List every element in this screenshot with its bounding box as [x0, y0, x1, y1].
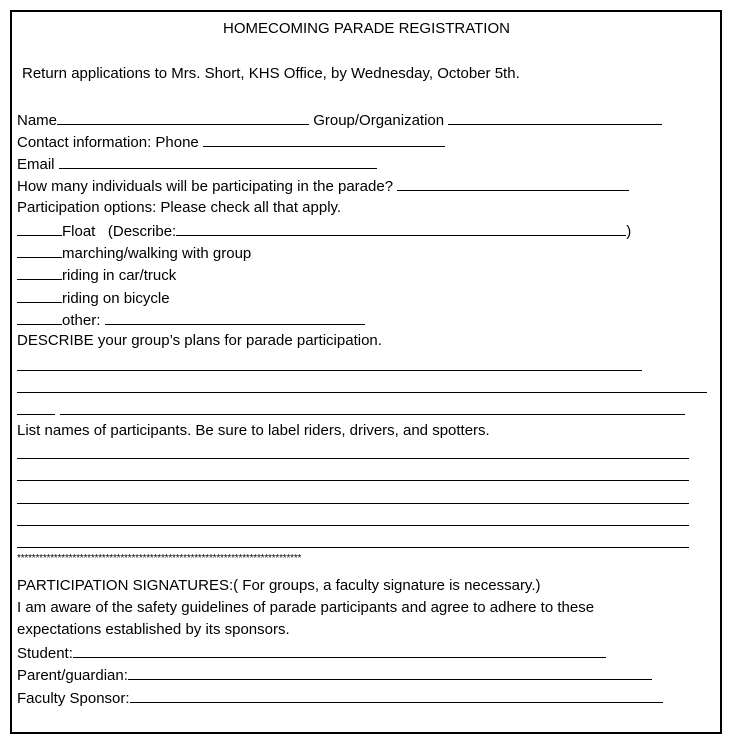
phone-row: [17, 132, 445, 150]
group-field[interactable]: [448, 110, 662, 125]
bicycle-label: riding on bicycle: [62, 290, 170, 307]
name-field[interactable]: [57, 110, 309, 125]
email-field[interactable]: [59, 154, 377, 169]
how-many-row: [17, 176, 629, 194]
how-many-label: How many individuals will be participating in the parade?: [17, 178, 394, 195]
phone-field[interactable]: [203, 132, 445, 147]
faculty-signature-field[interactable]: [130, 688, 663, 703]
float-checkbox[interactable]: [17, 221, 62, 236]
faculty-label: Faculty Sponsor:: [17, 690, 130, 707]
bicycle-checkbox[interactable]: [17, 288, 62, 303]
describe-line-3b[interactable]: [60, 414, 685, 415]
float-describe-field[interactable]: [176, 221, 626, 236]
participants-line-4[interactable]: [17, 525, 689, 526]
how-many-field[interactable]: [397, 176, 629, 191]
agreement-line-2: expectations established by its sponsors.: [17, 621, 290, 638]
email-label: Email: [17, 156, 55, 173]
participants-line-1[interactable]: [17, 458, 689, 459]
parent-signature-field[interactable]: [128, 665, 652, 680]
describe-label: DESCRIBE your group’s plans for parade participation.: [17, 332, 382, 349]
return-note: Return applications to Mrs. Short, KHS Office, by Wednesday, October 5th.: [22, 65, 520, 82]
marching-label: marching/walking with group: [62, 245, 252, 262]
describe-line-1[interactable]: [17, 370, 642, 371]
float-close-paren: ): [626, 223, 632, 240]
student-label: Student:: [17, 645, 73, 662]
name-row: [17, 110, 662, 128]
describe-line-3a[interactable]: [17, 414, 55, 415]
participants-line-2[interactable]: [17, 480, 689, 481]
other-label: other:: [62, 312, 101, 329]
agreement-line-1: I am aware of the safety guidelines of parade participants and agree to adhere to these: [17, 599, 595, 616]
car-checkbox[interactable]: [17, 265, 62, 280]
participants-line-3[interactable]: [17, 503, 689, 504]
student-row: [17, 643, 606, 661]
signatures-heading: PARTICIPATION SIGNATURES:( For groups, a faculty signature is necessary.): [17, 577, 541, 594]
option-marching-row: [17, 243, 251, 261]
parent-row: [17, 665, 652, 683]
option-bicycle-row: [17, 288, 170, 306]
participants-line-5[interactable]: [17, 547, 689, 548]
form-title: HOMECOMING PARADE REGISTRATION: [223, 20, 510, 37]
describe-line-2[interactable]: [17, 392, 707, 393]
other-field[interactable]: [105, 310, 365, 325]
parent-label: Parent/guardian:: [17, 667, 128, 684]
student-signature-field[interactable]: [73, 643, 606, 658]
contact-label: Contact information: Phone: [17, 134, 199, 151]
name-label: Name: [17, 112, 58, 129]
option-other-row: [17, 310, 365, 328]
separator-stars: *****************************************************************************: [17, 553, 302, 564]
float-label: Float: [62, 223, 96, 240]
other-checkbox[interactable]: [17, 310, 62, 325]
marching-checkbox[interactable]: [17, 243, 62, 258]
option-float-row: [17, 221, 631, 239]
float-describe-label: (Describe:: [107, 223, 177, 240]
faculty-row: [17, 688, 663, 706]
email-row: [17, 154, 377, 172]
participation-label: Participation options: Please check all that apply.: [17, 199, 342, 216]
group-label: Group/Organization: [313, 112, 445, 129]
option-car-row: [17, 265, 176, 283]
car-label: riding in car/truck: [62, 267, 177, 284]
list-label: List names of participants. Be sure to label riders, drivers, and spotters.: [17, 422, 490, 439]
